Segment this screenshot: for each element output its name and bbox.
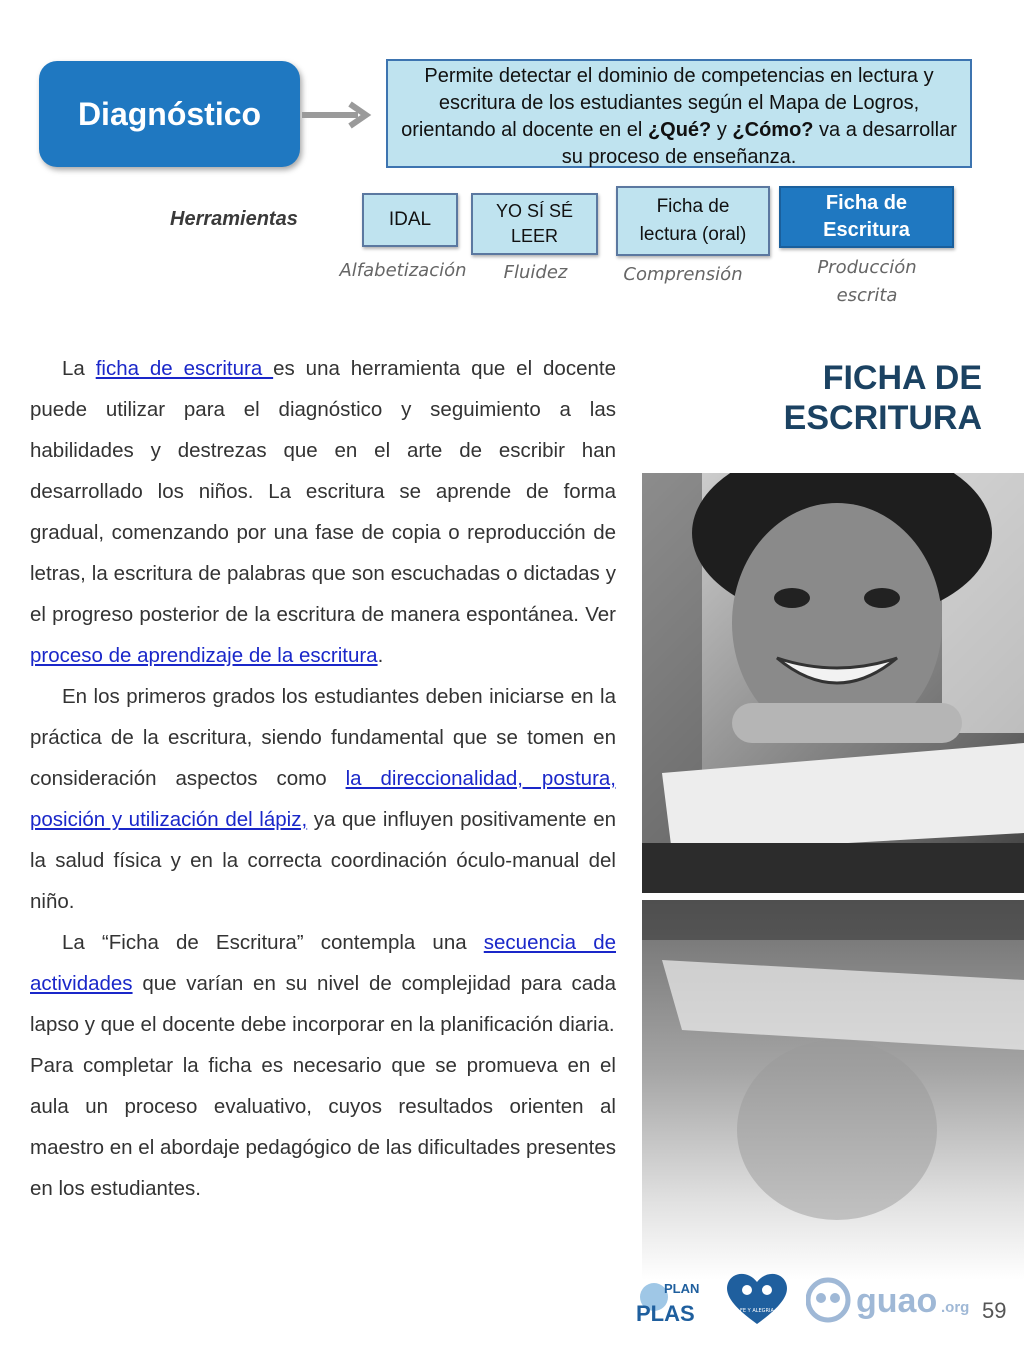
page-title: FICHA DE ESCRITURA: [783, 359, 982, 437]
paragraph-3: La “Ficha de Escritura” contempla una secuencia de actividades que varían en su nivel de complejidad para cada lapso y que el docente debe incorporar en la planificación diaria.: [30, 931, 616, 1036]
arrow-right-icon: [300, 100, 372, 130]
diagnostico-box: [39, 61, 300, 167]
body-text: [30, 348, 616, 1209]
link-secuencia-actividades[interactable]: secuencia de actividades: [30, 931, 616, 995]
tool-yo-si-se-leer[interactable]: YO SÍ SÉ LEER: [471, 193, 598, 255]
tool-ficha-escritura[interactable]: Ficha de Escritura: [779, 186, 954, 248]
paragraph-1: La ficha de escritura es una herramienta que el docente puede utilizar para el diagnóstico y seguimiento a las habilidades y destrezas que en el arte de escribir han desarrollado los niños. La escritura se aprende de forma gradual, comenzando por una fase de copia o reproducción de letras, la escritura de palabras que son escuchadas o dictadas y el progreso posterior de la escritura de manera espontánea. Ver proceso de aprendizaje de la escritura.: [30, 357, 616, 667]
caption-produccion-escrita: Producción escrita: [817, 257, 917, 306]
org-logo-text: .org: [941, 1299, 970, 1316]
guao-logo-text: guao: [856, 1282, 938, 1320]
paragraph-2: En los primeros grados los estudiantes deben iniciarse en la práctica de la escritura, siendo fundamental que se tomen en consideración aspectos como la direccionalidad, postura, posición y utilización del lápiz, ya que influyen positivamente en la salud física y en la correcta coordinación óculo-manual del niño.: [30, 685, 616, 913]
caption-fluidez: Fluidez: [503, 262, 568, 283]
link-direccionalidad[interactable]: la direccionalidad, postura, posición y utilización del lápiz,: [30, 767, 616, 831]
photo-illustration: [642, 473, 1024, 893]
plan-logo-text: PLAN: [664, 1281, 700, 1296]
herramientas-label: Herramientas: [170, 208, 298, 230]
guao-org-logo: [806, 1272, 976, 1328]
diagnostico-label: Diagnóstico: [77, 95, 262, 132]
tool-ficha-lectura[interactable]: Ficha de lectura (oral): [616, 186, 770, 256]
caption-comprension: Comprensión: [623, 264, 743, 285]
page-number: 59: [982, 1298, 1007, 1323]
reflection-illustration: [642, 900, 1024, 1280]
plas-logo-text: PLAS: [636, 1301, 695, 1326]
paragraph-4: Para completar la ficha es necesario que se promueva en el aula un proceso evaluativo, cuyos resultados orienten al maestro en el abordaje pedagógico de las dificultades presentes en los estudiantes.: [30, 1054, 616, 1200]
caption-alfabetizacion: Alfabetización: [339, 260, 467, 281]
link-proceso-aprendizaje[interactable]: proceso de aprendizaje de la escritura: [30, 644, 378, 667]
question-que: ¿Qué?: [647, 119, 712, 141]
fe-y-alegria-heart-icon: [722, 1268, 792, 1328]
diagnostico-description: Permite detectar el dominio de competencias en lectura y escritura de los estudiantes según el Mapa de Logros, orientando al docente en el ¿Qué? y ¿Cómo? va a desarrollar su proceso de enseñanza.: [386, 59, 972, 168]
plan-plas-logo: [626, 1275, 702, 1329]
photo-girl-smiling: [642, 473, 1024, 893]
link-ficha-de-escritura[interactable]: ficha de escritura: [95, 357, 274, 380]
photo-reflection: [642, 900, 1024, 1280]
tool-idal[interactable]: IDAL: [362, 193, 458, 247]
fe-logo-text: FE Y ALEGRIA: [740, 1308, 774, 1314]
question-como: ¿Cómo?: [732, 119, 814, 141]
